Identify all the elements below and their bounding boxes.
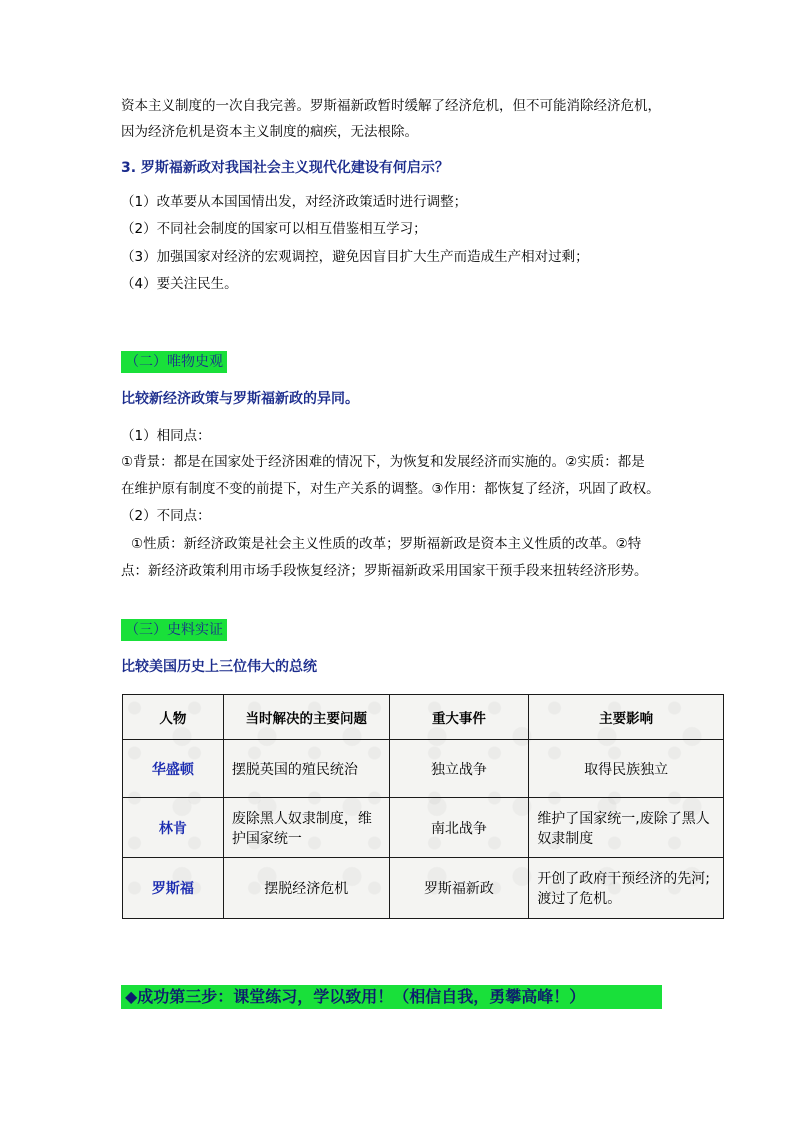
diff-line-2: 点：新经济政策利用市场手段恢复经济；罗斯福新政采用国家干预手段来扭转经济形势。	[121, 563, 648, 579]
impact-cell: 取得民族独立	[529, 740, 724, 798]
table-header-row	[123, 695, 724, 740]
table-row	[123, 798, 724, 858]
header-impact: 主要影响	[529, 695, 724, 740]
section3-title: 比较美国历史上三位伟大的总统	[121, 659, 317, 675]
diff-label: （2）不同点：	[121, 508, 211, 524]
presidents-table	[122, 694, 724, 919]
event-cell: 罗斯福新政	[389, 858, 529, 919]
section-tag-evidence: （三）史料实证	[121, 619, 227, 641]
section2-title: 比较新经济政策与罗斯福新政的异同。	[121, 391, 359, 407]
step-three-banner: ◆成功第三步：课堂练习，学以致用！（相信自我，勇攀高峰！）	[121, 985, 662, 1009]
table-row	[123, 740, 724, 798]
q3-item-1: （1）改革要从本国国情出发，对经济政策适时进行调整；	[121, 194, 468, 210]
header-event: 重大事件	[389, 695, 529, 740]
q3-item-4: （4）要关注民生。	[121, 276, 238, 292]
intro-line-2: 因为经济危机是资本主义制度的痼疾，无法根除。	[121, 124, 418, 140]
q3-item-3: （3）加强国家对经济的宏观调控，避免因盲目扩大生产而造成生产相对过剩；	[121, 249, 589, 265]
event-cell: 南北战争	[389, 798, 529, 858]
same-line-1: ①背景：都是在国家处于经济困难的情况下，为恢复和发展经济而实施的。②实质：都是	[121, 454, 645, 470]
header-person: 人物	[123, 695, 224, 740]
person-cell: 罗斯福	[123, 858, 224, 919]
person-cell: 林肯	[123, 798, 224, 858]
diff-line-1: ①性质：新经济政策是社会主义性质的改革；罗斯福新政是资本主义性质的改革。②特	[131, 536, 642, 552]
impact-cell: 开创了政府干预经济的先河;渡过了危机。	[529, 858, 724, 919]
same-line-2: 在维护原有制度不变的前提下，对生产关系的调整。③作用：都恢复了经济，巩固了政权。	[121, 481, 660, 497]
problem-cell: 废除黑人奴隶制度，维护国家统一	[223, 798, 389, 858]
same-label: （1）相同点：	[121, 428, 211, 444]
section-tag-materialism: （二）唯物史观	[121, 351, 227, 373]
person-cell: 华盛顿	[123, 740, 224, 798]
table-row	[123, 858, 724, 919]
impact-cell: 维护了国家统一,废除了黑人奴隶制度	[529, 798, 724, 858]
question-3-title: 3. 罗斯福新政对我国社会主义现代化建设有何启示？	[121, 160, 449, 176]
q3-item-2: （2）不同社会制度的国家可以相互借鉴相互学习；	[121, 221, 427, 237]
problem-cell: 摆脱经济危机	[223, 858, 389, 919]
event-cell: 独立战争	[389, 740, 529, 798]
problem-cell: 摆脱英国的殖民统治	[223, 740, 389, 798]
intro-line-1: 资本主义制度的一次自我完善。罗斯福新政暂时缓解了经济危机，但不可能消除经济危机，	[121, 98, 661, 114]
header-problem: 当时解决的主要问题	[223, 695, 389, 740]
